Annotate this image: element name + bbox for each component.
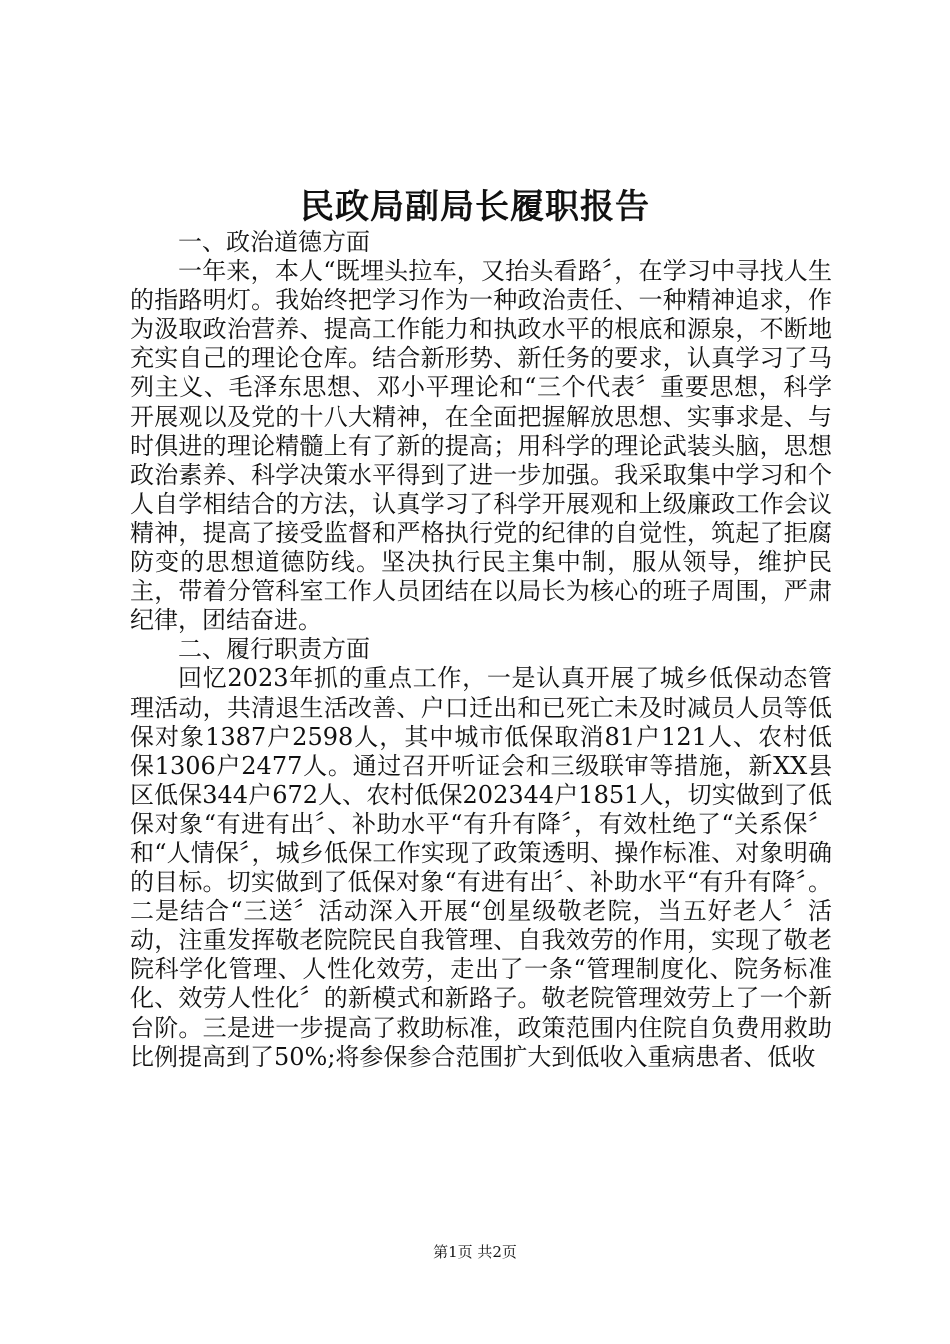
section-paragraph-political-ethics: 一年来，本人“既埋头拉车，又抬头看路〞，在学习中寻找人生的指路明灯。我始终把学习作为一种政治责任、一种精神追求，作为汲取政治营养、提高工作能力和执政水平的根底和源泉，不断地充实自己的理论仓库。结合新形势、新任务的要求，认真学习了马列主义、毛泽东思想、邓小平理论和“三个代表〞重要思想，科学开展观以及党的十八大精神，在全面把握解放思想、实事求是、与时俱进的理论精髓上有了新的提高；用科学的理论武装头脑，思想政治素养、科学决策水平得到了进一步加强。我采取集中学习和个人自学相结合的方法，认真学习了科学开展观和上级廉政工作会议精神，提高了接受监督和严格执行党的纪律的自觉性，筑起了拒腐防变的思想道德防线。坚决执行民主集中制，服从领导，维护民主，带着分管科室工作人员团结在以局长为核心的班子周围，严肃纪律，团结奋进。: [130, 257, 832, 635]
page-number-footer: 第1页 共2页: [433, 1243, 517, 1261]
document-body: [130, 228, 832, 1072]
section-heading-duties: 二、履行职责方面: [178, 635, 370, 664]
section-heading-political-ethics: 一、政治道德方面: [178, 228, 370, 256]
document-title: 民政局副局长履职报告: [300, 187, 650, 227]
section-paragraph-duties: 回忆2023年抓的重点工作，一是认真开展了城乡低保动态管理活动，共清退生活改善、户口迁出和已死亡未及时减员人员等低保对象1387户2598人，其中城市低保取消81户121人、农村低保1306户2477人。通过召开听证会和三级联审等措施，新XX县区低保344户672人、农村低保202344户1851人，切实做到了低保对象“有进有出〞、补助水平“有升有降〞，有效杜绝了“关系保〞和“人情保〞，城乡低保工作实现了政策透明、操作标准、对象明确的目标。切实做到了低保对象“有进有出〞、补助水平“有升有降〞。二是结合“三送〞活动深入开展“创星级敬老院，当五好老人〞活动，注重发挥敬老院院民自我管理、自我效劳的作用，实现了敬老院科学化管理、人性化效劳，走出了一条“管理制度化、院务标准化、效劳人性化〞的新模式和新路子。敬老院管理效劳上了一个新台阶。三是进一步提高了救助标准，政策范围内住院自负费用救助比例提高到了50%;将参保参合范围扩大到低收入重病患者、低收: [130, 664, 832, 1071]
